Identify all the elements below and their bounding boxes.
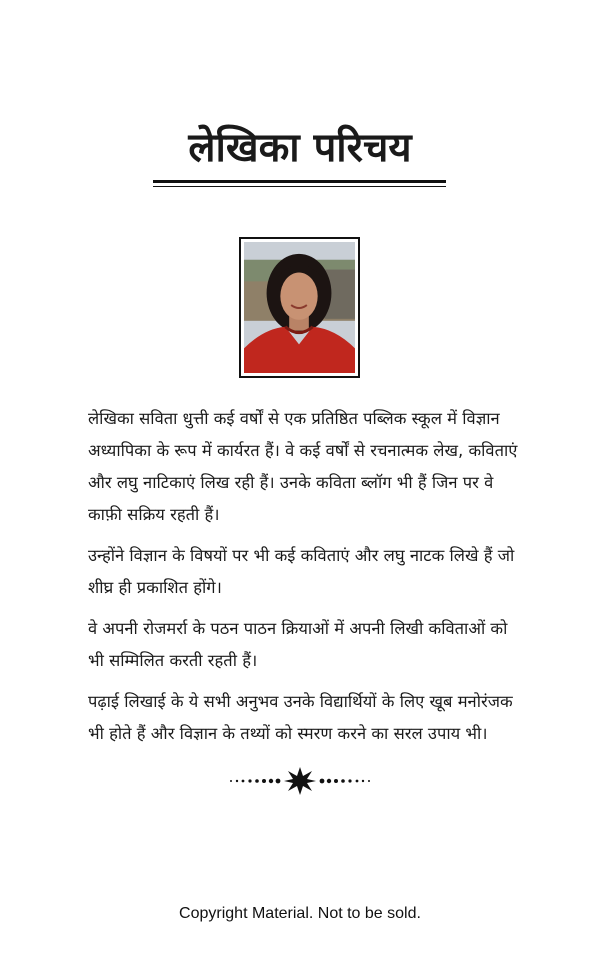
title-underline [153, 180, 446, 187]
biography-text [88, 403, 518, 759]
copyright-notice: Copyright Material. Not to be sold. [179, 905, 421, 922]
star-divider-icon [228, 766, 372, 796]
author-photo [239, 237, 360, 378]
paragraph-1: लेखिका सविता धुत्ती कई वर्षों से एक प्रतिष्ठित पब्लिक स्कूल में विज्ञान अध्यापिका के रूप में कार्यरत हैं। वे कई वर्षों से रचनात्मक लेख, कविताएं और लघु नाटिकाएं लिख रही हैं। उनके कविता ब्लॉग भी हैं जिन पर वे काफ़ी सक्रिय रहती हैं। [88, 409, 518, 524]
paragraph-2: उन्होंने विज्ञान के विषयों पर भी कई कविताएं और लघु नाटक लिखे हैं जो शीघ्र ही प्रकाशित होंगे। [88, 546, 515, 597]
paragraph-4: पढ़ाई लिखाई के ये सभी अनुभव उनके विद्यार्थियों के लिए खूब मनोरंजक भी होते हैं और विज्ञान के तथ्यों को स्मरण करने का सरल उपाय भी। [88, 692, 513, 743]
page-title: लेखिका परिचय [188, 125, 412, 171]
paragraph-3: वे अपनी रोजमर्रा के पठन पाठन क्रियाओं में अपनी लिखी कविताओं को भी सम्मिलित करती रहती हैं। [88, 619, 508, 670]
